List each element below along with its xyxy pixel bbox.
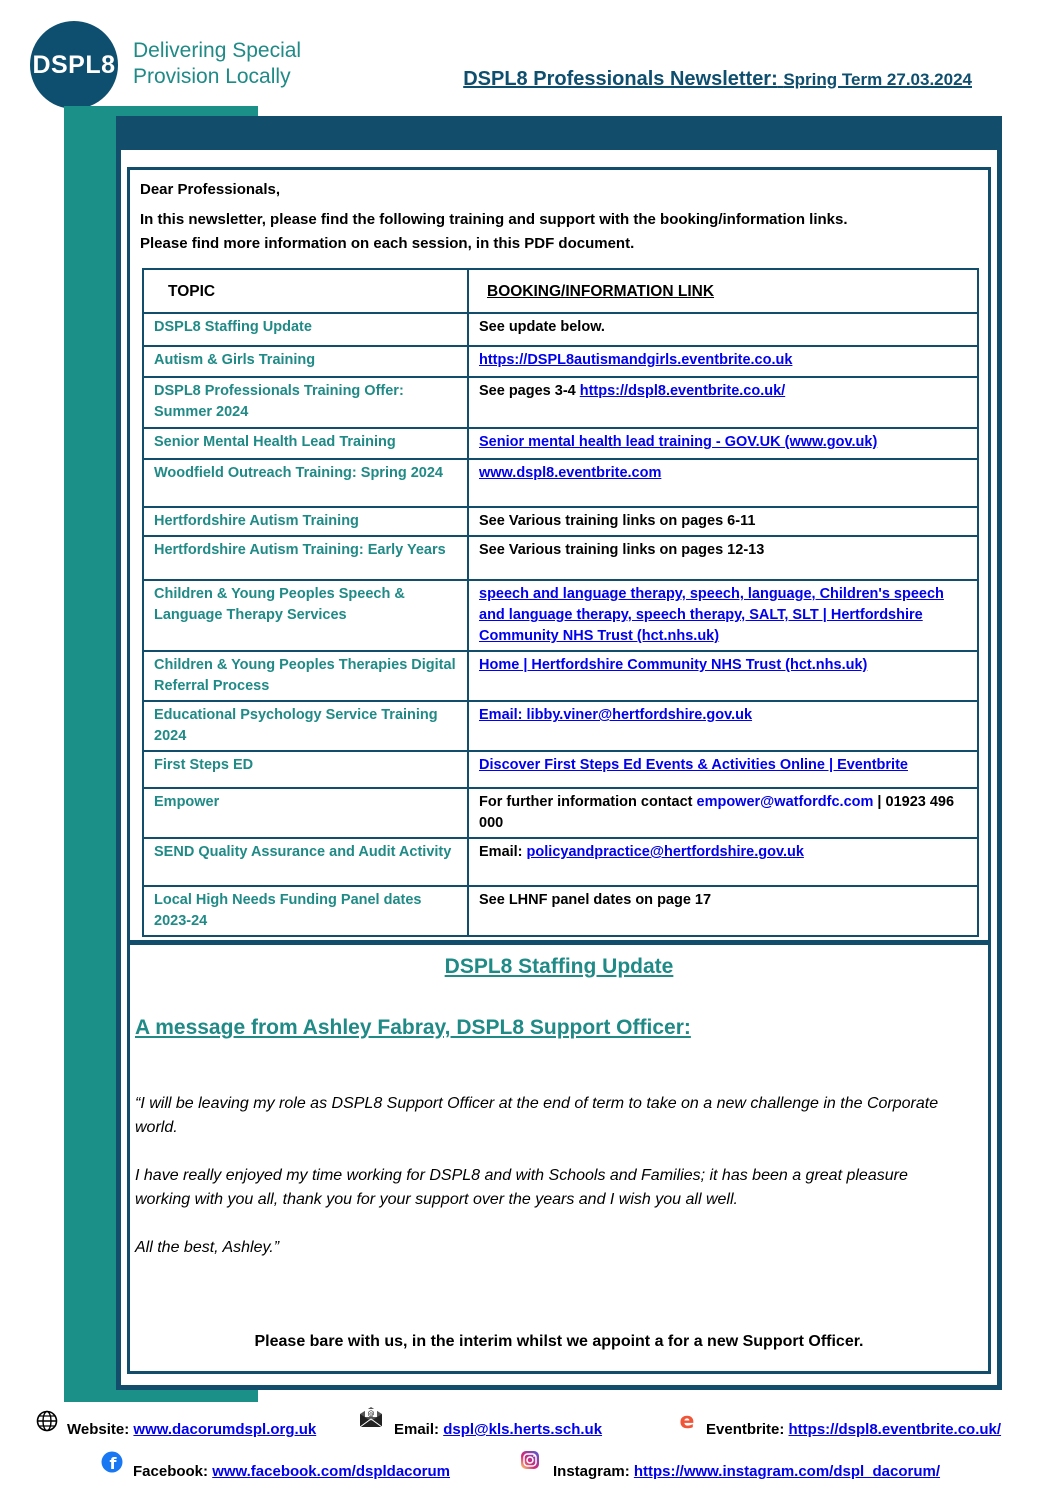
newsletter-title-main: DSPL8 Professionals Newsletter: — [463, 68, 778, 90]
email-link[interactable]: dspl@kls.herts.sch.uk — [443, 1421, 603, 1438]
link-cell — [468, 346, 978, 377]
booking-link[interactable]: policyandpractice@hertfordshire.gov.uk — [526, 844, 804, 860]
facebook-label: Facebook: — [133, 1463, 213, 1480]
link-cell — [468, 507, 978, 536]
eventbrite-label: Eventbrite: — [706, 1421, 789, 1438]
quote-paragraph-2: I have really enjoyed my time working for DSPL8 and with Schools and Families; it has been a great pleasure working with you all, thank you for your support over the years and I wish you all well. — [135, 1167, 908, 1208]
topic-cell: Senior Mental Health Lead Training — [143, 428, 468, 459]
booking-link[interactable]: www.dspl8.eventbrite.com — [479, 465, 662, 481]
table-row — [143, 507, 978, 536]
message-quote — [135, 1092, 965, 1284]
table-row — [143, 580, 978, 651]
link-text: Email: — [479, 844, 527, 860]
link-text: See LHNF panel dates on page 17 — [479, 892, 712, 908]
topic-cell: Children & Young Peoples Therapies Digital Referral Process — [143, 651, 468, 701]
svg-text:f: f — [109, 1454, 117, 1473]
message-title: A message from Ashley Fabray, DSPL8 Support Officer: — [135, 1016, 691, 1039]
link-text-suffix: | 01923 496 000 — [479, 794, 955, 831]
link-cell — [468, 377, 978, 428]
link-text: See Various training links on pages 12-13 — [479, 542, 765, 558]
link-cell — [468, 459, 978, 507]
table-row — [143, 788, 978, 838]
topic-cell: Woodfield Outreach Training: Spring 2024 — [143, 459, 468, 507]
footer-website — [67, 1421, 316, 1438]
link-cell — [468, 536, 978, 580]
intro — [140, 178, 848, 256]
instagram-link[interactable]: https://www.instagram.com/dspl_dacorum/ — [633, 1463, 941, 1480]
table-row — [143, 346, 978, 377]
interim-notice: Please bare with us, in the interim whilst we appoint a for a new Support Officer. — [254, 1333, 864, 1350]
table-row — [143, 459, 978, 507]
topic-cell: First Steps ED — [143, 751, 468, 788]
table-row — [143, 886, 978, 936]
topic-column-header: TOPIC — [143, 269, 468, 313]
topic-cell: DSPL8 Professionals Training Offer: Summer 2024 — [143, 377, 468, 428]
eventbrite-link[interactable]: https://dspl8.eventbrite.co.uk/ — [788, 1421, 1002, 1438]
logo-badge: DSPL8 — [32, 50, 116, 79]
logo-line-2: Provision Locally — [133, 65, 291, 88]
topic-cell: Children & Young Peoples Speech & Language Therapy Services — [143, 580, 468, 651]
topic-cell: Hertfordshire Autism Training — [143, 507, 468, 536]
topic-cell: Educational Psychology Service Training 2024 — [143, 701, 468, 751]
logo-line-1: Delivering Special — [133, 39, 302, 62]
table-row — [143, 751, 978, 788]
facebook-icon — [101, 1451, 123, 1473]
topic-cell: Hertfordshire Autism Training: Early Years — [143, 536, 468, 580]
topic-cell: Empower — [143, 788, 468, 838]
footer-eventbrite — [706, 1421, 1001, 1438]
instagram-label: Instagram: — [553, 1463, 634, 1480]
website-label: Website: — [67, 1421, 134, 1438]
table-row — [143, 536, 978, 580]
topic-cell: SEND Quality Assurance and Audit Activity — [143, 838, 468, 886]
table-row — [143, 313, 978, 346]
greeting: Dear Professionals, — [140, 181, 281, 198]
link-cell — [468, 313, 978, 346]
facebook-link[interactable]: www.facebook.com/dspldacorum — [212, 1463, 451, 1480]
booking-link[interactable]: Senior mental health lead training - GOV.UK (www.gov.uk) — [479, 434, 878, 450]
instagram-icon — [520, 1450, 540, 1470]
link-cell — [468, 838, 978, 886]
booking-link[interactable]: Home | Hertfordshire Community NHS Trust (hct.nhs.uk) — [479, 657, 868, 673]
table-row — [143, 428, 978, 459]
staffing-update-title: DSPL8 Staffing Update — [444, 955, 674, 978]
link-cell — [468, 886, 978, 936]
booking-link[interactable]: https://DSPL8autismandgirls.eventbrite.co.uk — [479, 352, 793, 368]
intro-line-1: In this newsletter, please find the following training and support with the booking/information links. — [140, 211, 848, 228]
table-header-row — [143, 269, 978, 313]
link-cell — [468, 580, 978, 651]
quote-paragraph-1: “I will be leaving my role as DSPL8 Support Officer at the end of term to take on a new challenge in the Corporate world. — [135, 1095, 939, 1136]
training-table — [142, 268, 979, 937]
link-text: See Various training links on pages 6-11 — [479, 513, 756, 529]
link-text: See update below. — [479, 319, 605, 335]
link-cell — [468, 701, 978, 751]
quote-paragraph-3: All the best, Ashley.” — [135, 1239, 280, 1256]
svg-text:@: @ — [367, 1410, 375, 1418]
table-row — [143, 701, 978, 751]
link-text: For further information contact — [479, 794, 697, 810]
dspl8-logo — [30, 21, 118, 109]
footer-instagram — [553, 1463, 940, 1480]
newsletter-subtitle: Spring Term 27.03.2024 — [783, 70, 972, 89]
footer-facebook — [133, 1463, 450, 1480]
booking-link[interactable]: speech and language therapy, speech, language, Children's speech and language therapy, speech therapy, SALT, SLT | Hertfordshire Community NHS Trust (hct.nhs.uk) — [479, 586, 944, 644]
mail-icon — [358, 1405, 384, 1429]
table-row — [143, 838, 978, 886]
logo-text — [133, 38, 301, 90]
link-cell — [468, 751, 978, 788]
booking-link[interactable]: https://dspl8.eventbrite.co.uk/ — [579, 383, 786, 399]
intro-line-2: Please find more information on each session, in this PDF document. — [140, 235, 635, 252]
link-text: See pages 3-4 — [479, 383, 580, 399]
globe-icon — [36, 1410, 58, 1432]
eventbrite-icon — [676, 1410, 698, 1432]
contact-email[interactable]: empower@watfordfc.com — [696, 794, 874, 810]
link-cell — [468, 788, 978, 838]
footer-email — [394, 1421, 602, 1438]
table-row — [143, 651, 978, 701]
booking-link[interactable]: Email: libby.viner@hertfordshire.gov.uk — [479, 707, 753, 723]
topic-cell: Autism & Girls Training — [143, 346, 468, 377]
website-link[interactable]: www.dacorumdspl.org.uk — [133, 1421, 317, 1438]
table-row — [143, 377, 978, 428]
link-column-header: BOOKING/INFORMATION LINK — [468, 269, 978, 313]
email-label: Email: — [394, 1421, 444, 1438]
newsletter-title — [463, 68, 972, 91]
topic-cell: DSPL8 Staffing Update — [143, 313, 468, 346]
link-cell — [468, 651, 978, 701]
link-cell — [468, 428, 978, 459]
booking-link[interactable]: Discover First Steps Ed Events & Activities Online | Eventbrite — [479, 757, 908, 773]
svg-text:e: e — [679, 1410, 695, 1432]
topic-cell: Local High Needs Funding Panel dates 2023-24 — [143, 886, 468, 936]
